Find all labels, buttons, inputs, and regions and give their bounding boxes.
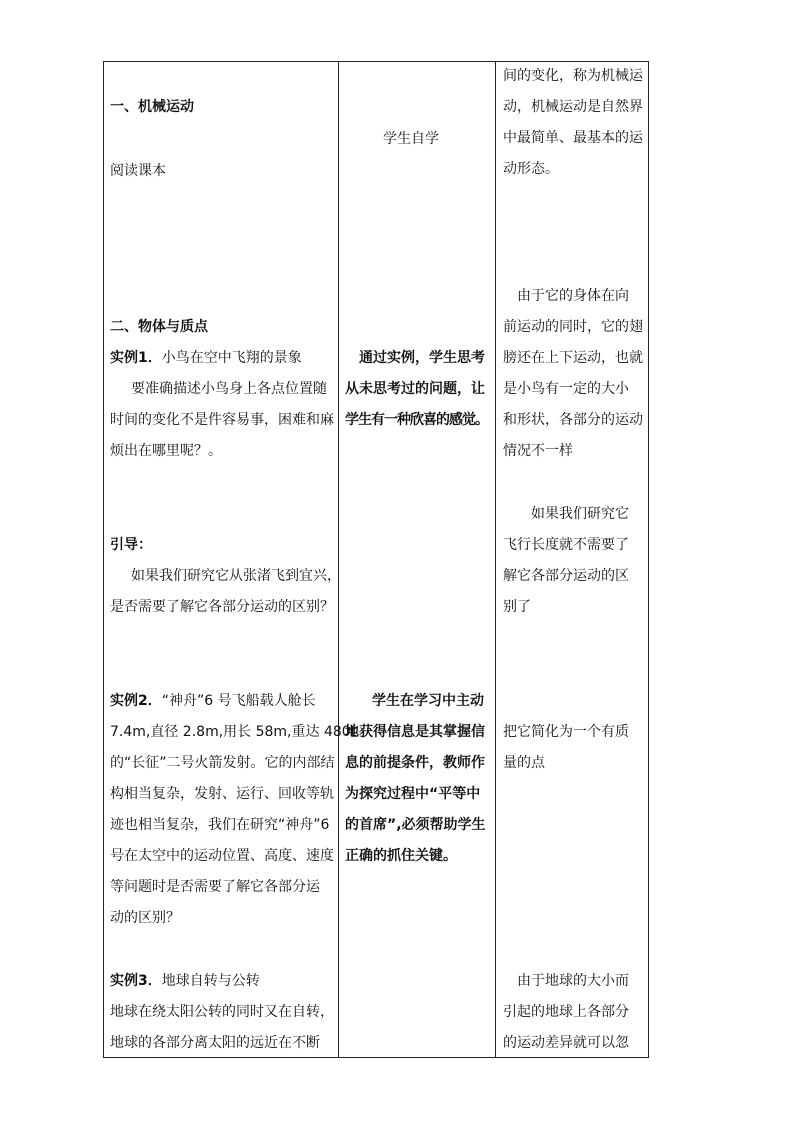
table-row: [104, 62, 649, 1058]
example-1-line: 时间的变化不是件容易事，困难和麻: [110, 412, 334, 428]
note-4-line: 量的点: [503, 755, 545, 771]
note-2-line: 前运动的同时，它的翅: [503, 319, 643, 335]
note-2-line: 是小鸟有一定的大小: [503, 381, 629, 397]
lesson-table: [103, 61, 649, 1058]
note-1-line: 动，机械运动是自然界: [503, 99, 643, 115]
note-3-line: 解它各部分运动的区: [503, 568, 629, 584]
guide-line: 是否需要了解它各部分运动的区别？: [110, 599, 334, 615]
example-2-line: 等问题时是否需要了解它各部分运: [110, 879, 320, 895]
notes-cell: [496, 62, 649, 1058]
note-2-line: 和形状，各部分的运动: [503, 412, 643, 428]
example-3-heading: [110, 966, 260, 997]
activity-note-1-line: 学生有一种欣喜的感觉。: [345, 412, 488, 428]
section-heading-mechanical-motion: 一、机械运动: [110, 99, 194, 115]
example-2-line: 构相当复杂，发射、运行、回收等轨: [110, 786, 334, 802]
guide-line: 如果我们研究它从张渚飞到宜兴，: [131, 568, 341, 584]
note-1-line: 动形态。: [503, 161, 559, 177]
activity-note-2-line: 为探究过程中“平等中: [345, 786, 481, 802]
example-1-title: 小鸟在空中飞翔的景象: [161, 350, 302, 366]
self-study-label: 学生自学: [383, 131, 439, 147]
note-4-line: 把它简化为一个有质: [503, 724, 629, 740]
note-2-line: 情况不一样: [503, 443, 573, 459]
example-2-line: 的“长征”二号火箭发射。它的内部结: [110, 755, 335, 771]
example-2-line: 动的区别？: [110, 910, 180, 926]
reading-prompt: 阅读课本: [110, 163, 166, 179]
example-2-line: 7.4m,直径 2.8m,用长 58m,重达 480t: [110, 724, 357, 740]
activity-note-1-line: 从未思考过的问题，让: [345, 381, 485, 397]
note-1-line: 间的变化，称为机械运: [503, 68, 643, 84]
example-2-label: 实例2．: [110, 693, 162, 709]
note-5-line: 的运动差异就可以忽: [503, 1035, 629, 1051]
example-2-line: 迹也相当复杂，我们在研究“神舟”6: [110, 817, 330, 833]
example-3-title: 地球自转与公转: [161, 973, 260, 989]
activity-note-2-line: 正确的抓住关键。: [345, 848, 457, 864]
example-3-line: 地球的各部分离太阳的远近在不断: [110, 1035, 320, 1051]
note-5-line: 由于地球的大小而: [517, 973, 629, 989]
note-2-line: 膀还在上下运动，也就: [503, 350, 643, 366]
example-2-line: “神舟”6 号飞船载人舱长: [161, 693, 316, 709]
activity-note-2-line: 息的前提条件，教师作: [345, 755, 485, 771]
example-3-label: 实例3．: [110, 973, 162, 989]
note-3-line: 如果我们研究它: [531, 506, 629, 522]
example-2-heading: [110, 686, 316, 717]
activity-note-2-line: 学生在学习中主动: [372, 693, 484, 709]
example-1-heading: [110, 343, 302, 374]
activity-note-2-line: 地获得信息是其掌握信: [345, 724, 485, 740]
guide-label: 引导：: [110, 537, 152, 553]
note-5-line: 引起的地球上各部分: [503, 1004, 629, 1020]
section-heading-object-particle: 二、物体与质点: [110, 319, 208, 335]
teaching-content-cell: [104, 62, 357, 1058]
activity-note-2-line: 的首席”,必须帮助学生: [345, 817, 486, 833]
example-1-line: 烦出在哪里呢？。: [110, 443, 222, 459]
example-2-line: 号在太空中的运动位置、高度、速度: [110, 848, 334, 864]
note-3-line: 别了: [503, 599, 531, 615]
example-1-label: 实例1．: [110, 350, 162, 366]
note-1-line: 中最简单、最基本的运: [503, 130, 643, 146]
example-1-line: 要准确描述小鸟身上各点位置随: [131, 381, 327, 397]
note-2-line: 由于它的身体在向: [517, 288, 629, 304]
activity-note-1-line: 通过实例，学生思考: [359, 350, 485, 366]
note-3-line: 飞行长度就不需要了: [503, 537, 629, 553]
student-activity-cell: [339, 62, 496, 1058]
example-3-line: 地球在绕太阳公转的同时又在自转，: [110, 1004, 334, 1020]
